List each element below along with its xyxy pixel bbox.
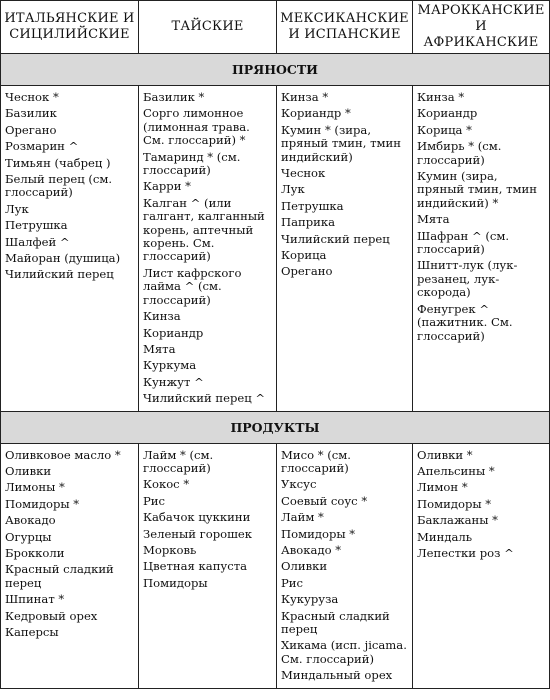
list-item: Петрушка <box>281 198 344 213</box>
list-item: Шалфей ^ <box>5 234 70 249</box>
list-item: Миндальный орех <box>281 668 393 683</box>
list-item: Рис <box>143 493 166 508</box>
list-item: Чилийский перец ^ <box>143 391 266 406</box>
cell-moroccan <box>413 443 550 688</box>
list-item: Шпинат * <box>5 592 65 607</box>
list-item: Хикама (исп. jicama. См. глоссарий) <box>281 638 407 666</box>
list-item: Имбирь * (см. глоссарий) <box>417 139 502 167</box>
list-item: Чеснок * <box>5 90 59 104</box>
cell-thai <box>139 86 277 412</box>
list-item: Орегано <box>5 122 57 137</box>
list-item: Кинза * <box>417 90 465 104</box>
cell-moroccan <box>413 86 550 412</box>
list-item: Базилик <box>5 106 57 121</box>
list-item: Чилийский перец <box>5 267 114 282</box>
list-item: Соевый соус * <box>281 493 368 508</box>
list-item: Помидоры <box>143 575 208 590</box>
list-item: Рис <box>281 575 304 590</box>
cell-italian <box>1 86 139 412</box>
list-item: Помидоры * <box>5 496 80 511</box>
list-item: Помидоры * <box>417 496 492 511</box>
list-item: Авокадо <box>5 513 56 528</box>
list-item: Оливки <box>281 559 328 574</box>
list-item: Сорго лимонное (лимонная трава. См. глоссарий) * <box>143 106 250 148</box>
section-content-row <box>1 443 550 688</box>
section-header-row <box>1 54 550 86</box>
list-item: Фенугрек ^ (пажитник. См. глоссарий) <box>417 301 513 343</box>
list-item: Кинза * <box>281 90 329 104</box>
list-item: Красный сладкий перец <box>5 562 114 590</box>
cell-mexican <box>277 86 413 412</box>
list-item: Помидоры * <box>281 526 356 541</box>
list-item: Кунжут ^ <box>143 374 204 389</box>
list-item: Огурцы <box>5 529 52 544</box>
list-item: Кориандр <box>143 325 204 340</box>
list-item: Лепестки роз ^ <box>417 545 514 560</box>
list-item: Брокколи <box>5 545 65 560</box>
list-item: Лист кафрского лайма ^ (см. глоссарий) <box>143 265 242 307</box>
list-item: Чилийский перец <box>281 231 390 246</box>
section-title: ПРЯНОСТИ <box>1 54 550 86</box>
header-row <box>1 1 550 54</box>
section-content-row <box>1 86 550 412</box>
list-item: Мята <box>417 212 450 227</box>
list-item: Кориандр * <box>281 106 351 121</box>
list-item: Петрушка <box>5 218 68 233</box>
cell-thai <box>139 443 277 688</box>
list-item: Морковь <box>143 542 197 557</box>
list-item: Баклажаны * <box>417 513 498 528</box>
list-item: Кориандр <box>417 106 478 121</box>
list-item: Красный сладкий перец <box>281 608 390 636</box>
list-item: Калган ^ (или галгант, калганный корень, аптечный корень. См. глоссарий) <box>143 195 265 264</box>
list-item: Миндаль <box>417 529 473 544</box>
column-header-moroccan: МАРОККАНСКИЕ И АФРИКАНСКИЕ <box>413 1 550 54</box>
list-item: Куркума <box>143 358 197 373</box>
list-item: Мята <box>143 341 176 356</box>
list-item: Кумин (зира, пряный тмин, тмин индийский) * <box>417 169 537 210</box>
list-item: Корица * <box>417 122 472 137</box>
list-item: Чеснок <box>281 166 326 181</box>
list-item: Базилик * <box>143 90 205 104</box>
list-item: Зеленый горошек <box>143 526 253 541</box>
list-item: Уксус <box>281 477 317 492</box>
list-item: Лайм * <box>281 510 324 525</box>
list-item: Оливки <box>5 463 52 478</box>
column-header-italian: ИТАЛЬЯНСКИЕ И СИЦИЛИЙСКИЕ <box>1 1 139 54</box>
list-item: Майоран (душица) <box>5 251 121 266</box>
list-item: Карри * <box>143 179 191 194</box>
list-item: Апельсины * <box>417 463 495 478</box>
list-item: Лук <box>5 201 29 216</box>
list-item: Кедровый орех <box>5 608 98 623</box>
column-header-thai: ТАЙСКИЕ <box>139 1 277 54</box>
list-item: Розмарин ^ <box>5 139 79 154</box>
list-item: Лимоны * <box>5 480 65 495</box>
column-header-mexican: МЕКСИКАНСКИЕ И ИСПАНСКИЕ <box>277 1 413 54</box>
list-item: Шнитт-лук (лук-резанец, лук-скорода) <box>417 258 518 300</box>
list-item: Лайм * (см. глоссарий) <box>143 447 214 475</box>
list-item: Оливковое масло * <box>5 447 121 462</box>
list-item: Каперсы <box>5 625 59 639</box>
list-item: Кокос * <box>143 477 190 492</box>
cell-italian <box>1 443 139 688</box>
list-item: Авокадо * <box>281 542 342 557</box>
list-item: Тимьян (чабрец ) <box>5 155 111 170</box>
section-header-row <box>1 411 550 443</box>
list-item: Шафран ^ (см. глоссарий) <box>417 228 510 257</box>
list-item: Паприка <box>281 215 336 230</box>
list-item: Белый перец (см. глоссарий) <box>5 172 113 200</box>
list-item: Мисо * (см. глоссарий) <box>281 447 351 475</box>
section-title: ПРОДУКТЫ <box>1 411 550 443</box>
list-item: Корица <box>281 248 327 263</box>
list-item: Тамаринд * (см. глоссарий) <box>143 149 241 178</box>
list-item: Орегано <box>281 264 333 279</box>
list-item: Кумин * (зира, пряный тмин, тмин индийский) <box>281 122 401 164</box>
list-item: Цветная капуста <box>143 559 248 574</box>
list-item: Кабачок цуккини <box>143 510 251 525</box>
list-item: Кукуруза <box>281 592 339 607</box>
list-item: Кинза <box>143 309 181 324</box>
cell-mexican <box>277 443 413 688</box>
list-item: Лимон * <box>417 480 468 495</box>
list-item: Лук <box>281 182 305 197</box>
list-item: Оливки * <box>417 447 473 462</box>
